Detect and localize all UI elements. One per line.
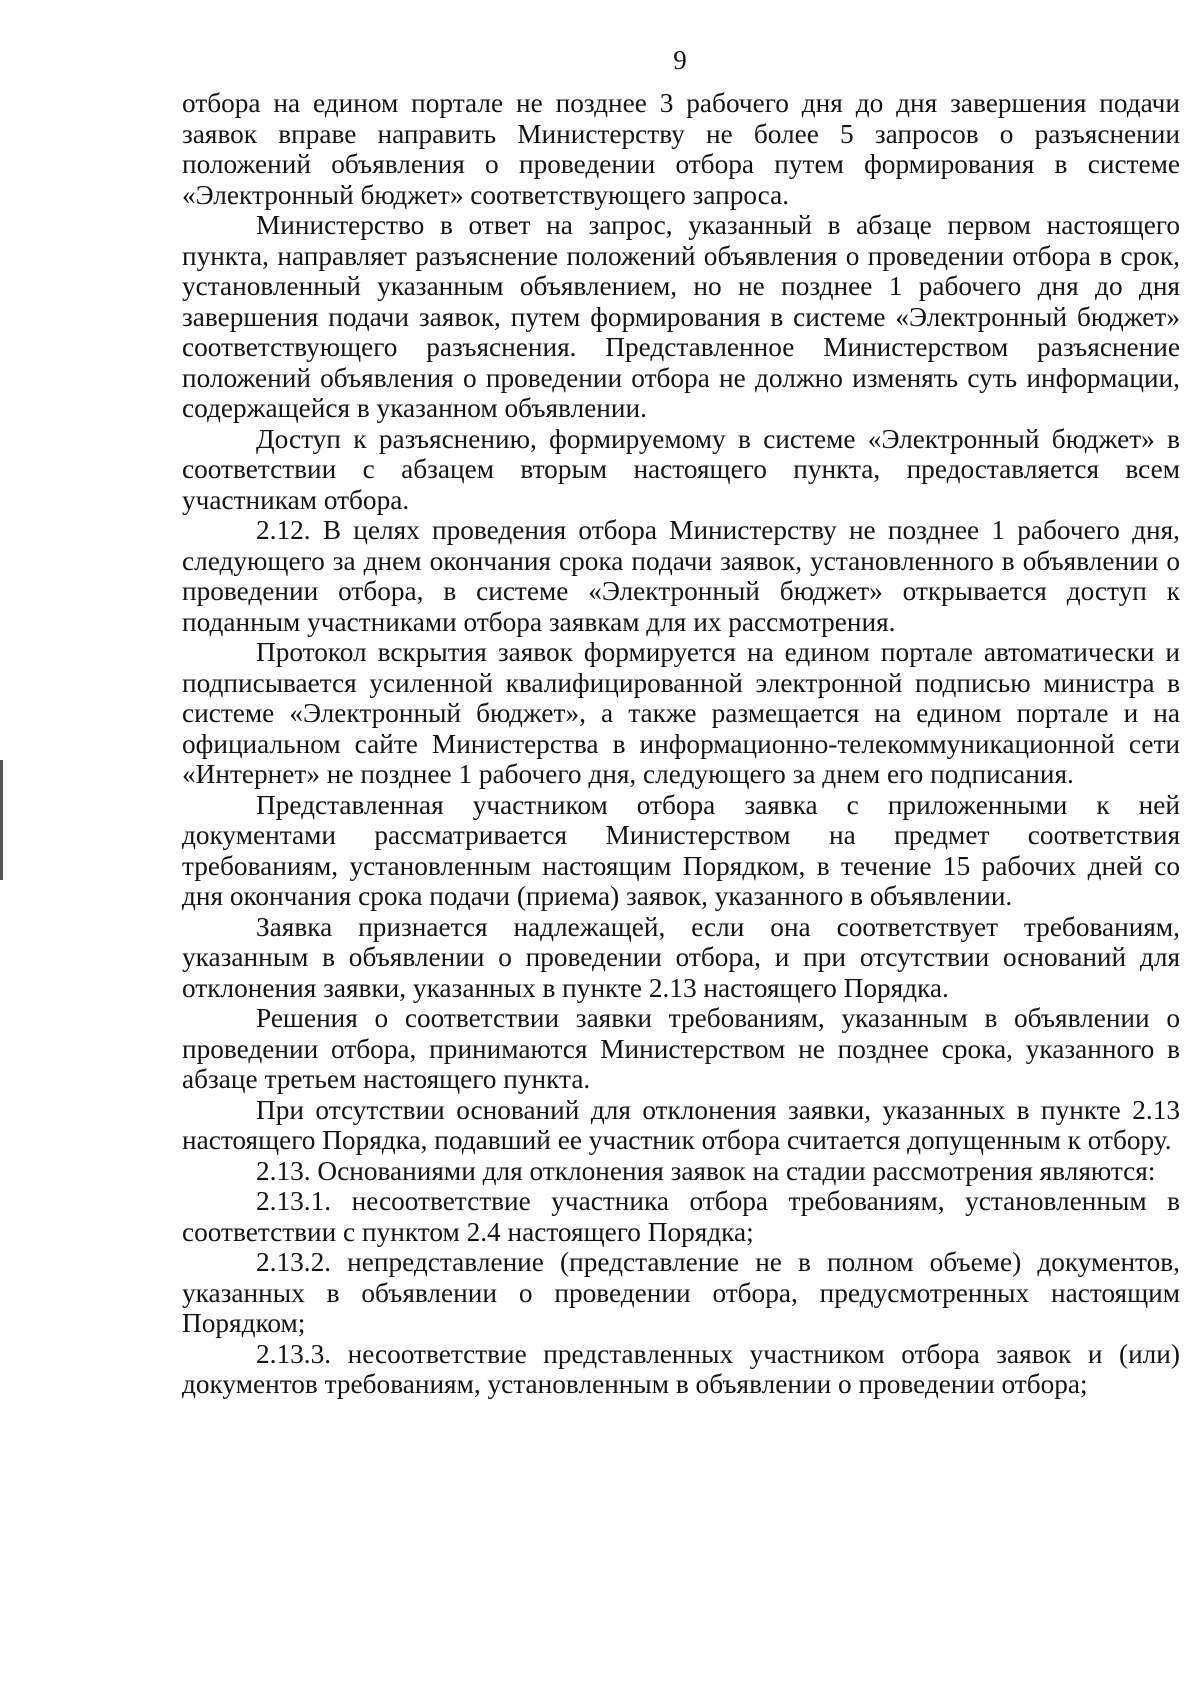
paragraph: Доступ к разъяснению, формируемому в системе «Электронный бюджет» в соответствии с абзацем вторым настоящего пункта, предоставляется всем участникам отбора. — [182, 423, 1180, 515]
page-number: 9 — [673, 45, 687, 75]
paragraph: Представленная участником отбора заявка с приложенными к ней документами рассматривается Министерством на предмет соответствия требованиям, установленным настоящим Порядком, в течение 15 рабочих дней со дня окончания срока подачи (приема) заявок, указанного в объявлении. — [182, 789, 1180, 911]
paragraph-continuation: отбора на едином портале не позднее 3 рабочего дня до дня завершения подачи заявок вправе направить Министерству не более 5 запросов о разъяснении положений объявления о проведении отбора путем формирования в системе «Электронный бюджет» соответствующего запроса. — [182, 88, 1180, 210]
paragraph: Протокол вскрытия заявок формируется на едином портале автоматически и подписывается усиленной квалифицированной электронной подписью министра в системе «Электронный бюджет», а также размещается на едином портале и на официальном сайте Министерства в информационно-телекоммуникационной сети «Интернет» не позднее 1 рабочего дня, следующего за днем его подписания. — [182, 637, 1180, 789]
paragraph-clause-2-13-3: 2.13.3. несоответствие представленных участником отбора заявок и (или) документов требованиям, установленным в объявлении о проведении отбора; — [182, 1338, 1180, 1399]
paragraph: При отсутствии оснований для отклонения заявки, указанных в пункте 2.13 настоящего Порядка, подавший ее участник отбора считается допущенным к отбору. — [182, 1094, 1180, 1155]
paragraph: Заявка признается надлежащей, если она соответствует требованиям, указанным в объявлении о проведении отбора, и при отсутствии оснований для отклонения заявки, указанных в пункте 2.13 настоящего Порядка. — [182, 911, 1180, 1003]
paragraph-clause-2-13: 2.13. Основаниями для отклонения заявок на стадии рассмотрения являются: — [256, 1155, 1156, 1186]
paragraph: Министерство в ответ на запрос, указанный в абзаце первом настоящего пункта, направляет разъяснение положений объявления о проведении отбора в срок, установленный указанным объявлением, но не позднее 1 рабочего дня до дня завершения подачи заявок, путем формирования в системе «Электронный бюджет» соответствующего разъяснения. Представленное Министерством разъяснение положений объявления о проведении отбора не должно изменять суть информации, содержащейся в указанном объявлении. — [182, 210, 1180, 423]
paragraph-clause-2-13-1: 2.13.1. несоответствие участника отбора требованиям, установленным в соответствии с пунктом 2.4 настоящего Порядка; — [182, 1186, 1180, 1247]
paragraph-clause-2-12: 2.12. В целях проведения отбора Министерству не позднее 1 рабочего дня, следующего за днем окончания срока подачи заявок, установленного в объявлении о проведении отбора, в системе «Электронный бюджет» открывается доступ к поданным участниками отбора заявкам для их рассмотрения. — [182, 515, 1180, 637]
paragraph: Решения о соответствии заявки требованиям, указанным в объявлении о проведении отбора, принимаются Министерством не позднее срока, указанного в абзаце третьем настоящего пункта. — [182, 1003, 1180, 1094]
paragraph-clause-2-13-2: 2.13.2. непредставление (представление не в полном объеме) документов, указанных в объявлении о проведении отбора, предусмотренных настоящим Порядком; — [182, 1247, 1180, 1338]
scan-edge-mark — [0, 760, 3, 880]
document-body — [182, 88, 1180, 1400]
